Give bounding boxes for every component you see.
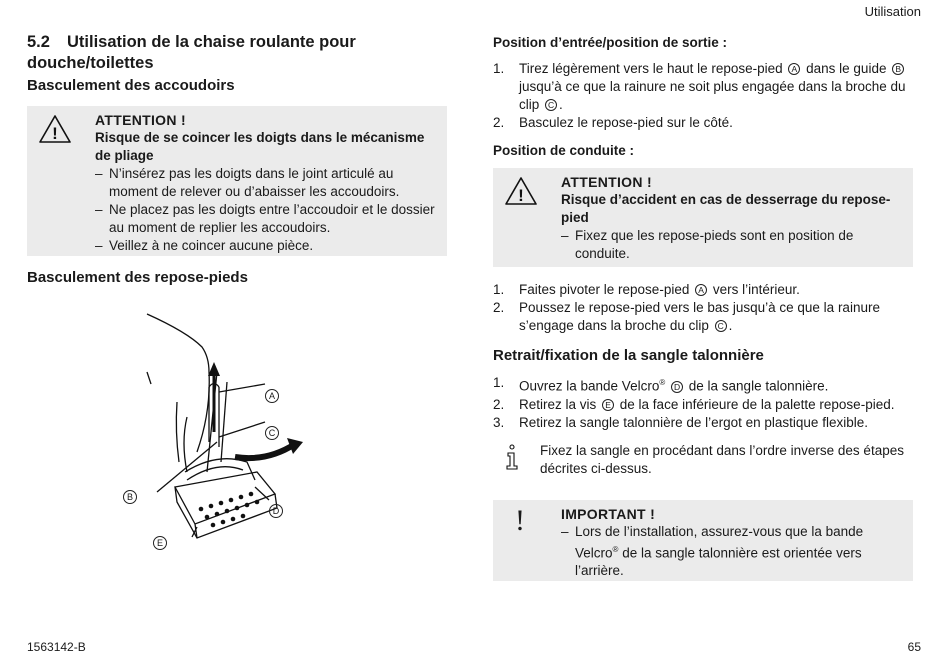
entry-steps [493,60,913,132]
running-header: Utilisation [864,4,921,19]
ref-circle: A [788,63,800,75]
warning-box-footrest [493,168,913,267]
warning-item: – Fixez que les repose-pieds sont en position de conduite. [561,228,854,261]
drive-heading: Position de conduite : [493,143,634,158]
warning-item: – Ne placez pas les doigts entre l’accoudoir et le dossier au moment de replier les accoudoirs. [95,202,435,235]
doc-number: 1563142-B [27,640,86,654]
list-item: 1. Ouvrez la bande Velcro® D de la sangle talonnière. [493,375,829,394]
important-title: IMPORTANT ! [561,505,656,522]
info-icon [505,444,519,475]
footrest-illustration [117,312,317,557]
warning-box-armrests [27,106,447,256]
subheading-armrests: Basculement des accoudoirs [27,77,235,94]
info-text: Fixez la sangle en procédant dans l’ordre inverse des étapes décrites ci-dessus. [540,442,904,476]
exclamation-icon: ! [515,503,525,537]
figure-label-c: C [265,426,279,440]
ref-circle: A [695,284,707,296]
section-title: Utilisation de la chaise roulante pour douche/toilettes [27,33,356,72]
warning-subtitle: Risque d’accident en cas de desserrage du repose-pied [561,192,891,225]
right-column [493,34,913,581]
subheading-footrests: Basculement des repose-pieds [27,269,248,286]
warning-triangle-icon [504,176,538,211]
list-item: 2. Retirez la vis E de la face inférieure de la palette repose-pied. [493,396,895,412]
list-item: 1. Faites pivoter le repose-pied A vers l’intérieur. [493,282,800,297]
footrest-figure [117,312,317,557]
list-item: 2. Basculez le repose-pied sur le côté. [493,115,733,130]
figure-label-b: B [123,490,137,504]
list-item: 2. Poussez le repose-pied vers le bas jusqu’à ce que la rainure s’engage dans la broche du clip C . [493,300,880,333]
svg-text:!: ! [52,124,58,143]
ref-circle: C [545,99,557,111]
figure-label-d: D [269,504,283,518]
figure-label-a: A [265,389,279,403]
ref-circle: E [602,399,614,411]
strap-steps [493,374,913,432]
warning-triangle-icon [38,114,72,149]
important-box [493,500,913,581]
warning-item: – N’insérez pas les doigts dans le joint articulé au moment de relever ou d’abaisser les accoudoirs. [95,166,400,199]
section-number: 5.2 [27,33,50,51]
warning-title: ATTENTION ! [561,174,652,190]
drive-steps [493,281,913,335]
left-column [27,32,447,548]
entry-heading: Position d’entrée/position de sortie : [493,35,728,50]
figure-label-e: E [153,536,167,550]
section-heading [27,32,447,74]
warning-subtitle: Risque de se coincer les doigts dans le mécanisme de pliage [95,130,425,163]
ref-circle: D [671,381,683,393]
svg-text:!: ! [518,186,524,205]
important-item: – Lors de l’installation, assurez-vous que la bande Velcro® de la sangle talonnière est orientée vers l’arrière. [561,523,864,578]
list-item: 1. Tirez légèrement vers le haut le repose-pied A dans le guide B jusqu’à ce que la rainure ne soit plus engagée dans la broche du clip C . [493,61,906,112]
info-note [493,442,913,482]
list-item: 3. Retirez la sangle talonnière de l’ergot en plastique flexible. [493,414,868,430]
ref-circle: C [715,320,727,332]
ref-circle: B [892,63,904,75]
strap-heading: Retrait/fixation de la sangle talonnière [493,347,764,364]
warning-item: – Veillez à ne coincer aucune pièce. [95,238,314,253]
warning-title: ATTENTION ! [95,112,186,128]
page-number: 65 [907,640,921,654]
